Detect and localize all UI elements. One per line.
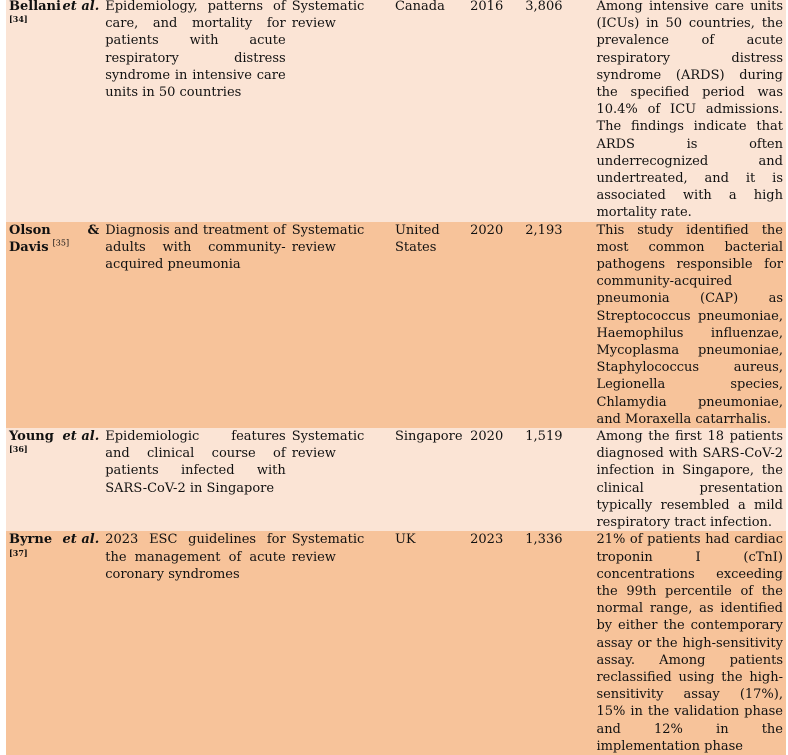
author-cell (6, 0, 102, 222)
author-suffix: & (87, 222, 100, 238)
country-cell: United States (394, 222, 440, 255)
year-cell: 2020 (470, 429, 504, 445)
studies-table (6, 0, 786, 755)
author-name-second: Davis (9, 239, 49, 255)
title-cell: Diagnosis and treatment of adults with community- acquired pneumonia (105, 222, 286, 273)
finding-cell: 21% of patients had cardiac troponin I (cTnI) concentrations exceeding the 99th percentile of the normal range, as identified by either the contemporary assay or the high-sensitivity assay. Among patients reclassified using the high-sensitivity assay (17%), 15% in the validation phase and 12% in the implementation phase (596, 532, 783, 754)
finding-cell: This study identified the most common bacterial pathogens responsible for community-acquired pneumonia (CAP) as Streptococcus pneumoniae, Haemophilus influenzae, Mycoplasma pneumoniae, Staphylococcus aureus, Legionella species, Chlamydia pneumoniae, and Moraxella catarrhalis. (596, 222, 783, 427)
design-cell: Systematic review (291, 0, 365, 32)
author-cell (6, 531, 102, 755)
title-cell: Epidemiology, patterns of care, and mortality for patients with acute respiratory distress syndrome in intensive care units in 50 countries (105, 0, 286, 101)
sample-size-cell: 1,519 (525, 429, 563, 445)
reference-number: [35] (52, 238, 70, 248)
reference-number: [34] (9, 14, 28, 25)
title-cell: Epidemiologic features and clinical course of patients infected with SARS-CoV-2 in Singapore (105, 429, 286, 496)
design-cell: Systematic review (291, 429, 365, 462)
reference-number: [36] (9, 444, 28, 455)
country-cell: Singapore (394, 429, 463, 445)
table-row (6, 222, 786, 428)
finding-cell: Among the first 18 patients diagnosed with SARS-CoV-2 infection in Singapore, the clinical presentation typically resembled a mild respiratory tract infection. (596, 429, 783, 531)
sample-size-cell: 3,806 (525, 0, 563, 14)
year-cell: 2023 (470, 532, 504, 548)
author-suffix: et al. (62, 429, 100, 445)
finding-cell: Among intensive care units (ICUs) in 50 countries, the prevalence of acute respiratory distress syndrome (ARDS) during the specified period was 10.4% of ICU admissions. The findings indicate that ARDS is often underrecognized and undertreated, and it is associated with a high mortality rate. (596, 0, 783, 221)
author-suffix: et al. (62, 532, 100, 548)
sample-size-cell: 2,193 (525, 222, 563, 238)
author-cell (6, 428, 102, 531)
year-cell: 2016 (470, 0, 504, 14)
design-cell: Systematic review (291, 532, 365, 565)
author-suffix: et al. (62, 0, 100, 14)
table-row (6, 428, 786, 531)
table-row (6, 0, 786, 222)
title-cell: 2023 ESC guidelines for the management of acute coronary syndromes (105, 532, 286, 582)
author-name: Bellani (9, 0, 61, 14)
year-cell: 2020 (470, 222, 504, 238)
author-name: Young (9, 429, 54, 445)
sample-size-cell: 1,336 (525, 532, 563, 548)
author-name: Byrne (9, 532, 53, 548)
country-cell: UK (394, 532, 416, 548)
author-cell (6, 222, 102, 428)
author-name: Olson (9, 222, 51, 238)
table-row (6, 531, 786, 755)
reference-number: [37] (9, 547, 28, 558)
design-cell: Systematic review (291, 222, 365, 255)
country-cell: Canada (394, 0, 445, 14)
